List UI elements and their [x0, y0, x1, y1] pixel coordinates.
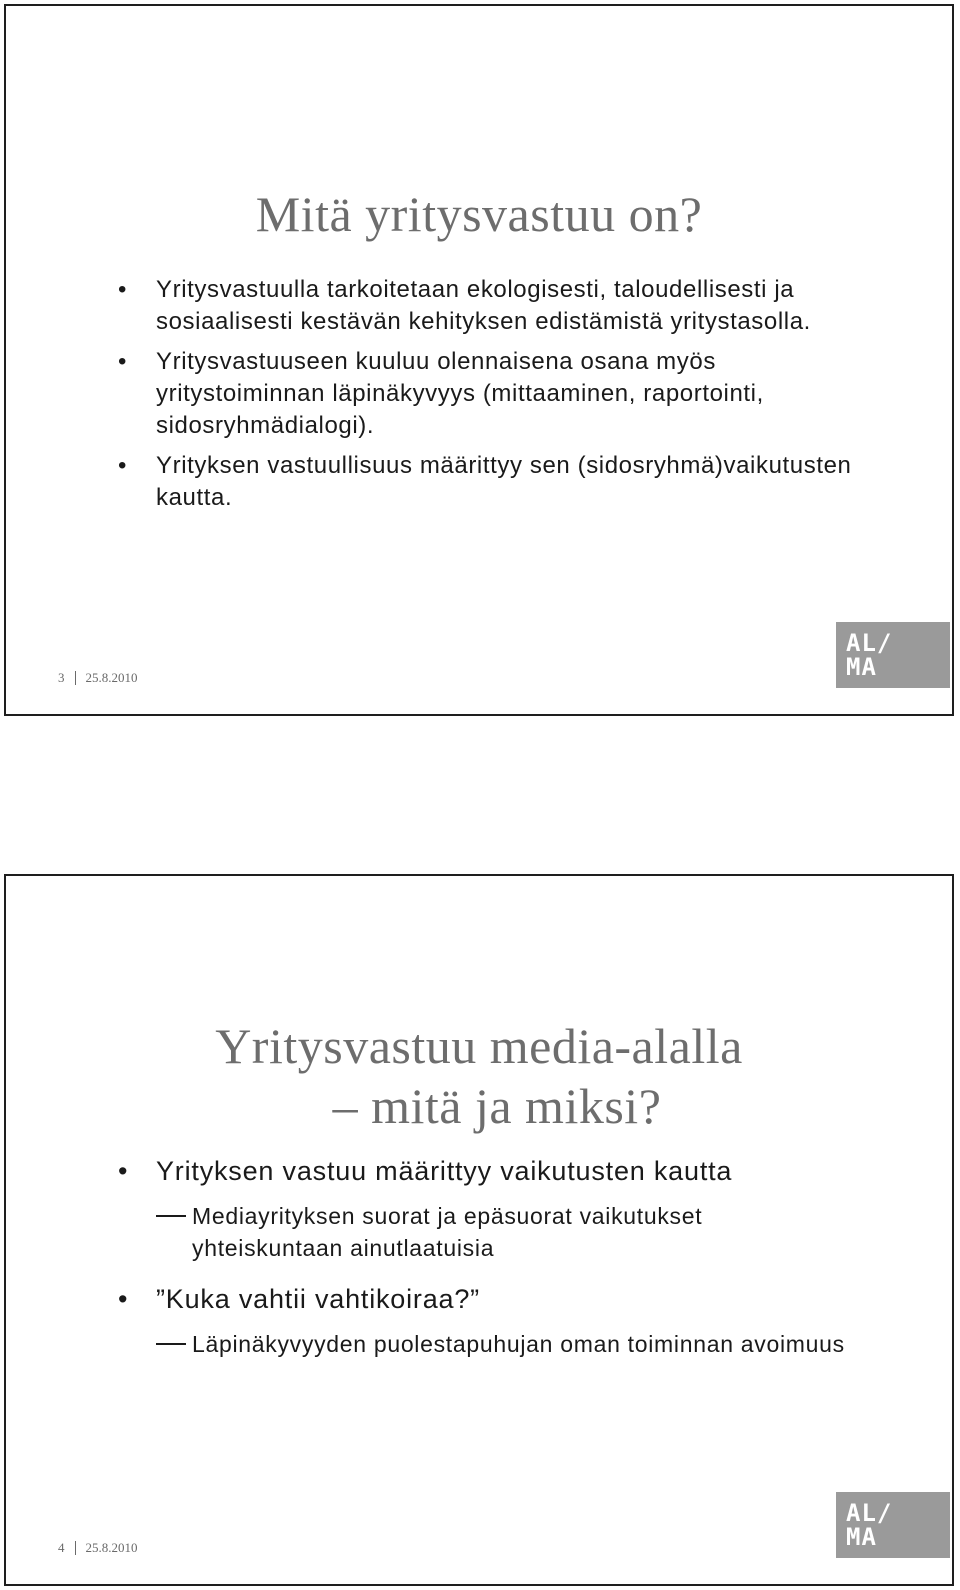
bullet-item	[116, 1154, 852, 1264]
alma-logo	[836, 622, 950, 688]
bullet-text: ”Kuka vahtii vahtikoiraa?”	[156, 1284, 480, 1314]
bullet-icon: •	[118, 276, 128, 303]
slide-date: 25.8.2010	[85, 670, 138, 685]
sub-bullet-text: Läpinäkyvyyden puolestapuhujan oman toiminnan avoimuus	[192, 1331, 845, 1357]
page-number: 4	[58, 1540, 65, 1555]
logo-slash-icon: /	[876, 1499, 893, 1527]
dash-icon	[156, 1343, 186, 1345]
bullet-item	[116, 450, 852, 514]
alma-logo	[836, 1492, 950, 1558]
slide-4	[4, 874, 954, 1586]
slide-footer	[58, 1540, 138, 1556]
bullet-list	[116, 1154, 852, 1378]
logo-line-bottom: MA	[846, 1523, 877, 1551]
logo-slash-icon: /	[876, 629, 893, 657]
slide-title: Mitä yritysvastuu on?	[255, 186, 703, 242]
bullet-item	[116, 274, 852, 338]
bullet-icon: •	[118, 348, 128, 375]
bullet-icon: •	[118, 1156, 129, 1186]
logo-line-bottom: MA	[846, 653, 877, 681]
sub-bullet-list	[156, 1328, 852, 1360]
page-number: 3	[58, 670, 65, 685]
footer-divider	[75, 671, 76, 685]
bullet-item	[116, 346, 852, 442]
title-line-1: Yritysvastuu media-alalla	[215, 1018, 743, 1074]
footer-divider	[75, 1541, 76, 1555]
sub-bullet-text: Mediayrityksen suorat ja epäsuorat vaikutukset yhteiskuntaan ainutlaatuisia	[192, 1203, 703, 1261]
slide-footer	[58, 670, 138, 686]
sub-bullet-item	[156, 1200, 852, 1264]
title-line-2: – mitä ja miksi?	[332, 1078, 662, 1134]
logo-line-top: AL/	[846, 1499, 893, 1527]
bullet-icon: •	[118, 1284, 129, 1314]
bullet-text: Yritysvastuuseen kuuluu olennaisena osana myös yritystoiminnan läpinäkyvyys (mittaaminen, raportointi, sidosryhmädialogi).	[156, 348, 764, 439]
bullet-text: Yrityksen vastuu määrittyy vaikutusten kautta	[156, 1156, 733, 1186]
sub-bullet-list	[156, 1200, 852, 1264]
dash-icon	[156, 1215, 186, 1217]
slide-date: 25.8.2010	[85, 1540, 138, 1555]
slide-title	[6, 1016, 952, 1136]
sub-bullet-item	[156, 1328, 852, 1360]
bullet-icon: •	[118, 452, 128, 479]
bullet-text: Yritysvastuulla tarkoitetaan ekologisesti, taloudellisesti ja sosiaalisesti kestävän kehityksen edistämistä yritystasolla.	[156, 276, 811, 335]
bullet-list	[116, 274, 852, 522]
logo-line-top: AL/	[846, 629, 893, 657]
bullet-text: Yrityksen vastuullisuus määrittyy sen (sidosryhmä)vaikutusten kautta.	[156, 452, 852, 511]
slide-3	[4, 4, 954, 716]
bullet-item	[116, 1282, 852, 1360]
